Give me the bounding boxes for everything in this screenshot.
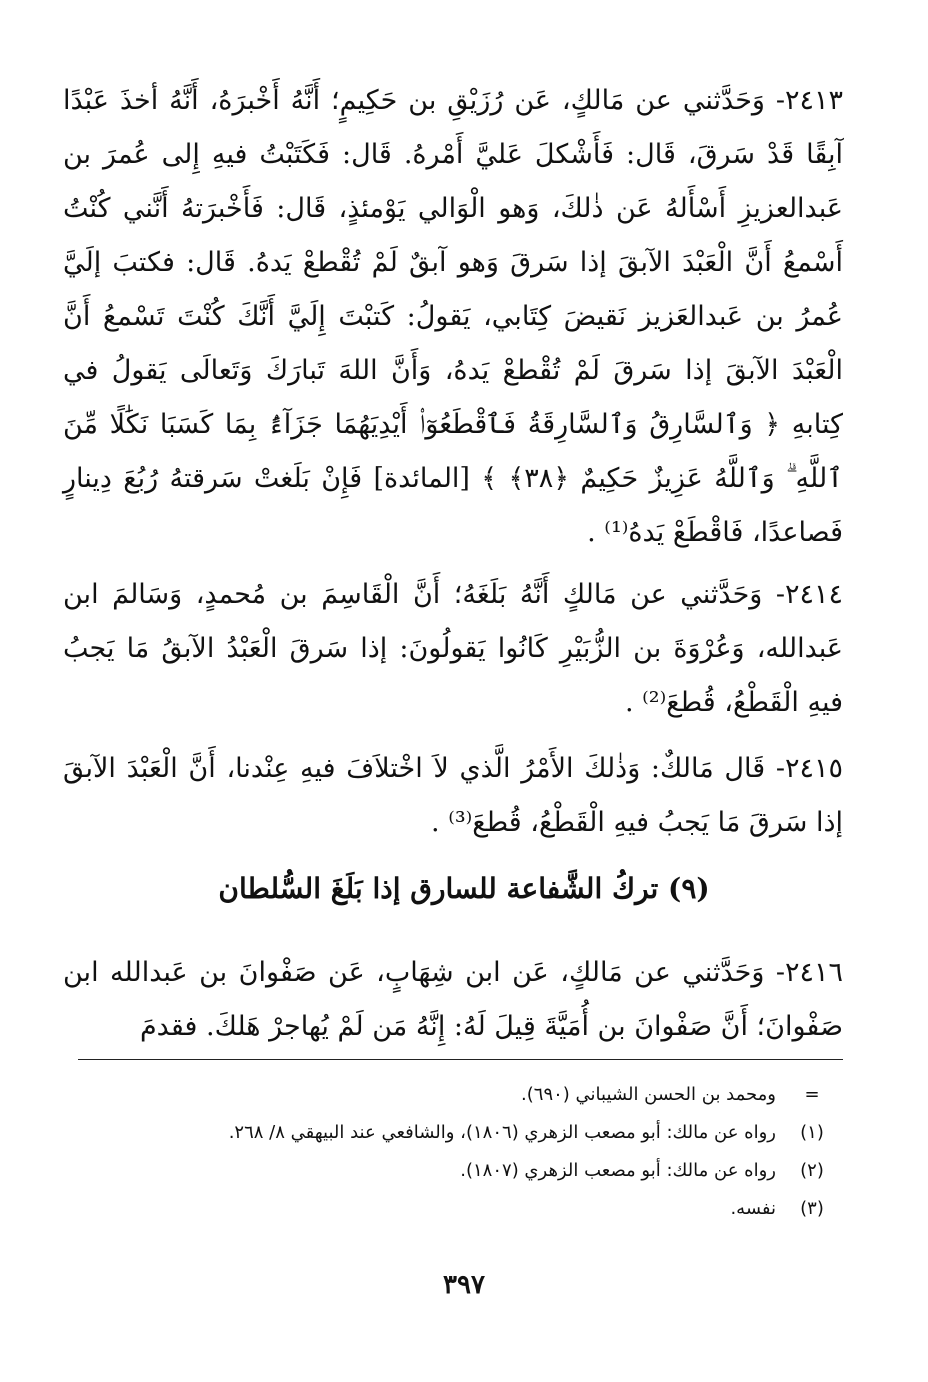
footnote-2 <box>68 1152 848 1190</box>
footnotes <box>68 1076 848 1228</box>
hadith-2416: ٢٤١٦- وَحَدَّثني عن مَالكٍ، عَن ابن شِهَابٍ، عَن صَفْوانَ بن عَبدالله ابن صَفْوانَ؛ أَنَّ صَفْوانَ بن أُمَيَّةَ قِيلَ لَهُ: إِنَّهُ مَن لَمْ يُهاجرْ هَلكَ. فقدمَ <box>63 957 843 1042</box>
footnote-mark: (٣) <box>800 1198 824 1219</box>
footnote-text: رواه عن مالك: أبو مصعب الزهري (١٨٠٧). <box>460 1160 776 1181</box>
page-number: ٣٩٧ <box>443 1270 485 1300</box>
footnote-text: رواه عن مالك: أبو مصعب الزهري (١٨٠٦)، والشافعي عند البيهقي ٨/ ٢٦٨. <box>228 1122 776 1143</box>
footnote-text: نفسه. <box>730 1198 776 1219</box>
footnote-mark: = <box>804 1084 820 1105</box>
footnote-text: ومحمد بن الحسن الشيباني (٦٩٠). <box>521 1084 776 1105</box>
footnote-3 <box>68 1190 848 1228</box>
chapter-heading: (٩) تركُ الشَّفاعة للسارق إذا بَلَغَ السُّلطان <box>218 872 710 905</box>
footnote-continuation <box>68 1076 848 1114</box>
footnote-1 <box>68 1114 848 1152</box>
hadith-2413: ٢٤١٣- وَحَدَّثني عن مَالكٍ، عَن رُزَيْقِ بن حَكِيمٍ؛ أَنَّهُ أَخْبرَهُ، أَنَّهُ أخذَ عَبْدًا آبِقًا قَدْ سَرقَ، قَال: فَأَشْكلَ عَليَّ أَمْرهُ. قَال: فَكَتَبْتُ فيهِ إِلى عُمرَ بن عَبدالعزيزِ أَسْأَلهُ عَن ذٰلكَ، وَهو الْوَالي يَوْمئذٍ، قَال: فَأَخْبرَتهُ أَنَّني كُنْتُ أَسْمعُ أَنَّ الْعَبْدَ الآبقَ إذا سَرقَ وَهو آبقٌ لَمْ تُقْطعْ يَدهُ. قَال: فكتبَ إلَيَّ عُمرُ بن عَبدالعَزيز نَقيضَ كِتَابي، يَقولُ: كَتبْتَ إِلَيَّ أَنَّكَ كُنْتَ تَسْمعُ أَنَّ الْعَبْدَ الآبقَ إذا سَرقَ لَمْ تُقْطعْ يَدهُ، وَأَنَّ اللهَ تَبارَكَ وَتَعالَى يَقولُ في كِتابهِ ﴿ وَٱلسَّارِقُ وَٱلسَّارِقَةُ فَٱقْطَعُوٓا۟ أَيْدِيَهُمَا جَزَآءًۢ بِمَا كَسَبَا نَكَٰلًا مِّنَ ٱللَّهِ ۗ وَٱللَّهُ عَزِيزٌ حَكِيمٌ ﴿٣٨﴾ ﴾ [المائدة] فَإِنْ بَلَغتْ سَرقتهُ رُبُعَ دِينارٍ فَصاعدًا، فَاقْطَعْ يَدهُ⁽¹⁾ . <box>63 85 843 548</box>
footnote-mark: (٢) <box>800 1160 824 1181</box>
hadith-2414: ٢٤١٤- وَحَدَّثني عن مَالكٍ أَنَّهُ بَلَغَهُ؛ أَنَّ الْقَاسِمَ بن مُحمدٍ، وَسَالمَ ابن عَبدالله، وَعُرْوَةَ بن الزُّبَيْرِ كَانُوا يَقولُونَ: إذا سَرقَ الْعَبْدُ الآبقُ مَا يَجبُ فيهِ الْقَطْعُ، قُطعَ⁽²⁾ . <box>63 579 843 718</box>
footnote-separator <box>78 1059 843 1060</box>
footnote-mark: (١) <box>800 1122 824 1143</box>
hadith-2415: ٢٤١٥- قَال مَالكٌ: وَذٰلكَ الأَمْرُ الَّذي لاَ اخْتلاَفَ فيهِ عِنْدنا، أَنَّ الْعَبْدَ الآبقَ إذا سَرقَ مَا يَجبُ فيهِ الْقَطْعُ، قُطعَ⁽³⁾ . <box>63 753 843 838</box>
